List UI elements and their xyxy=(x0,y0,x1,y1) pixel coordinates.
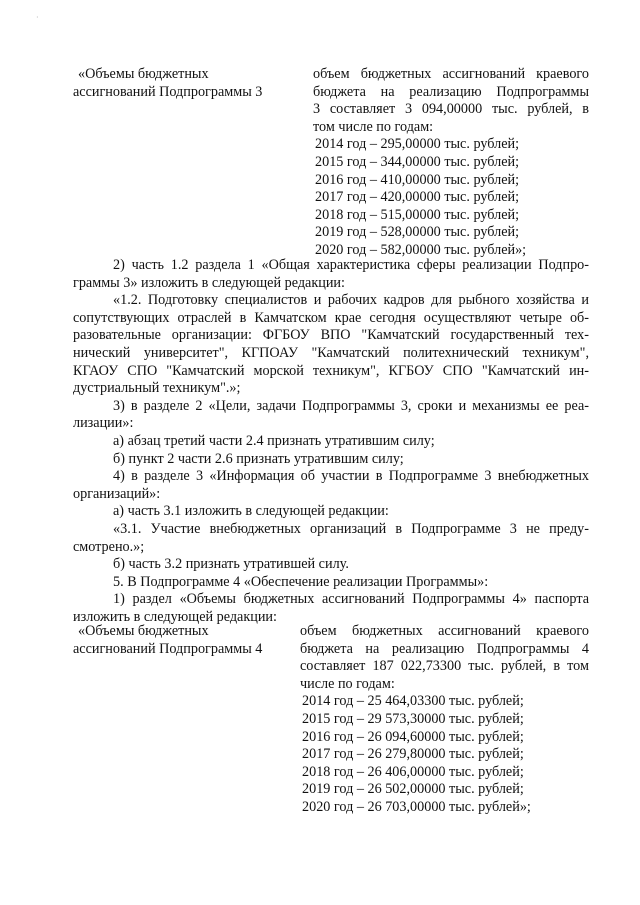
table-value-line: объем бюджетных ассигнований краевого xyxy=(300,623,589,639)
text-line: «3.1. Участие внебюджетных организаций в Подпрограмме 3 не преду- xyxy=(113,520,589,537)
table-value-line: объем бюджетных ассигнований краевого xyxy=(313,66,589,82)
year-amount-line: 2020 год – 582,00000 тыс. рублей»; xyxy=(315,241,527,258)
year-amount-line: 2015 год – 344,00000 тыс. рублей; xyxy=(315,153,520,170)
table-value xyxy=(300,623,589,817)
text-line: 4) в разделе 3 «Информация об участии в Подпрограмме 3 внебюджетных xyxy=(113,468,589,485)
year-amount-line: 2018 год – 26 406,00000 тыс. рублей; xyxy=(302,763,524,780)
text-line: изложить в следующей редакции: xyxy=(73,608,277,625)
document-body xyxy=(73,257,589,626)
year-amount-line: 2018 год – 515,00000 тыс. рублей; xyxy=(315,206,520,223)
text-line: граммы 3» изложить в следующей редакции: xyxy=(73,274,345,291)
paragraph xyxy=(73,591,589,626)
text-line: «1.2. Подготовку специалистов и рабочих кадров для рыбного хозяйства и xyxy=(113,292,589,309)
table-value xyxy=(313,66,589,260)
text-line: дустриальный техникум".»; xyxy=(73,380,241,397)
paragraph xyxy=(73,433,589,451)
paragraph xyxy=(73,257,589,292)
paragraph xyxy=(73,556,589,574)
paragraph xyxy=(73,521,589,556)
year-amount-line: 2019 год – 26 502,00000 тыс. рублей; xyxy=(302,781,524,798)
text-line: организаций»: xyxy=(73,485,161,502)
table-label xyxy=(73,623,288,658)
text-line: 1) раздел «Объемы бюджетных ассигнований Подпрограммы 4» паспорта xyxy=(113,591,589,608)
year-amount-line: 2014 год – 25 464,03300 тыс. рублей; xyxy=(302,693,524,710)
paragraph xyxy=(73,398,589,433)
table-label xyxy=(73,66,288,101)
text-line: а) абзац третий части 2.4 признать утратившим силу; xyxy=(113,432,435,449)
paragraph xyxy=(73,503,589,521)
corner-mark: · xyxy=(36,13,39,22)
paragraph xyxy=(73,292,589,398)
text-line: б) часть 3.2 признать утратившей силу. xyxy=(113,556,349,573)
text-line: 3) в разделе 2 «Цели, задачи Подпрограммы 3, сроки и механизмы ее реа- xyxy=(113,397,589,414)
year-amount-line: 2016 год – 410,00000 тыс. рублей; xyxy=(315,171,520,188)
text-line: а) часть 3.1 изложить в следующей редакции: xyxy=(113,503,389,520)
table-value-line: том числе по годам: xyxy=(313,118,434,135)
table-value-line: бюджета на реализацию Подпрограммы xyxy=(313,83,589,100)
table-label-line: ассигнований Подпрограммы 4 xyxy=(73,640,263,657)
year-amount-line: 2017 год – 420,00000 тыс. рублей; xyxy=(315,189,520,206)
table-value-line: 3 составляет 3 094,00000 тыс. рублей, в xyxy=(313,101,589,118)
text-line: сопутствующих отраслей в Камчатском крае сегодня осуществляют четыре об- xyxy=(73,309,589,326)
text-line: 5. В Подпрограмме 4 «Обеспечение реализации Программы»: xyxy=(113,573,489,590)
paragraph xyxy=(73,574,589,592)
year-amount-line: 2016 год – 26 094,60000 тыс. рублей; xyxy=(302,728,524,745)
year-amount-line: 2017 год – 26 279,80000 тыс. рублей; xyxy=(302,746,524,763)
year-amount-line: 2015 год – 29 573,30000 тыс. рублей; xyxy=(302,710,524,727)
text-line: лизации»: xyxy=(73,415,134,432)
table-label-line: «Объемы бюджетных xyxy=(78,66,209,82)
table-label-line: «Объемы бюджетных xyxy=(78,623,209,639)
text-line: нический университет", КГПОАУ "Камчатский политехнический техникум", xyxy=(73,344,589,361)
text-line: разовательные организации: ФГБОУ ВПО "Камчатский государственный тех- xyxy=(73,327,589,344)
table-value-line: числе по годам: xyxy=(300,675,395,692)
year-amount-line: 2019 год – 528,00000 тыс. рублей; xyxy=(315,224,520,241)
text-line: КГАОУ СПО "Камчатский морской техникум", КГБОУ СПО "Камчатский ин- xyxy=(73,362,589,379)
table-value-line: бюджета на реализацию Подпрограммы 4 xyxy=(300,640,589,657)
paragraph xyxy=(73,451,589,469)
text-line: б) пункт 2 части 2.6 признать утратившим силу; xyxy=(113,450,404,467)
year-amount-line: 2020 год – 26 703,00000 тыс. рублей»; xyxy=(302,798,531,815)
table-value-line: составляет 187 022,73300 тыс. рублей, в том xyxy=(300,658,589,675)
year-amount-line: 2014 год – 295,00000 тыс. рублей; xyxy=(315,136,520,153)
table-label-line: ассигнований Подпрограммы 3 xyxy=(73,83,263,100)
text-line: 2) часть 1.2 раздела 1 «Общая характеристика сферы реализации Подпро- xyxy=(113,257,589,273)
text-line: смотрено.»; xyxy=(73,538,145,555)
paragraph xyxy=(73,468,589,503)
